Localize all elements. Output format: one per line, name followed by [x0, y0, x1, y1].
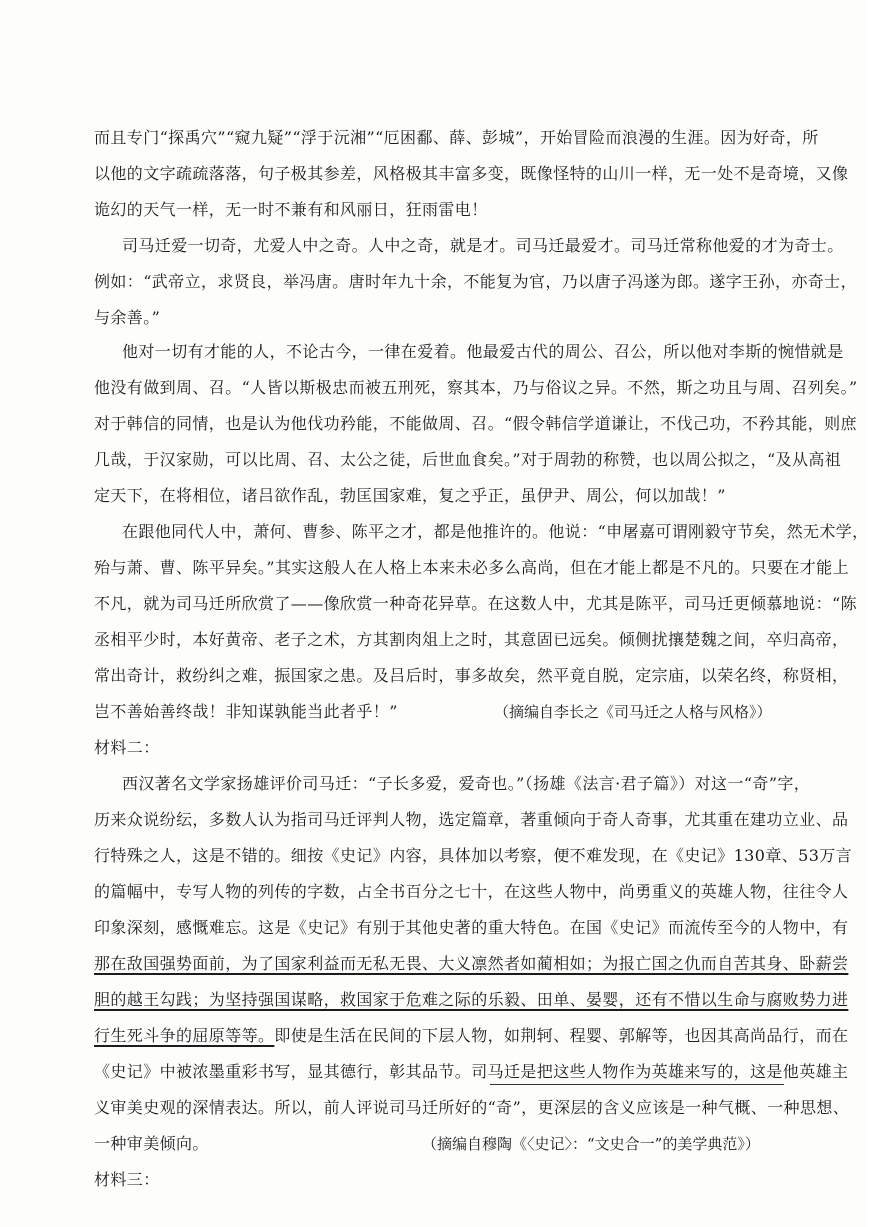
paragraph-3-line-5: 定天下，在将相位，诸吕欲作乱，勃匡国家难，复之乎正，虽伊尹、周公，何以加哉！”	[94, 486, 726, 505]
paragraph-5-line-3: 行特殊之人，这是不错的。细按《史记》内容，具体加以考察，便不难发现，在《史记》130章、53万言	[94, 846, 853, 865]
paragraph-3-line-2: 他没有做到周、召。“人皆以斯极忠而被五刑死，察其本，乃与俗议之异。不然，斯之功且与周、召列矣。”	[94, 378, 858, 397]
paragraph-5-line-10: 义审美史观的深情表达。所以，前人评说司马迁所好的“奇”，更深层的含义应该是一种气概、一种思想、	[94, 1098, 850, 1117]
paragraph-4-line-5: 常出奇计，救纷纠之难，振国家之患。及吕后时，事多故矣，然平竟自脱，定宗庙，以荣名终，称贤相，	[94, 666, 849, 685]
paragraph-3-line-3: 对于韩信的同情，也是认为他伐功矜能，不能做周、召。“假令韩信学道谦让，不伐己功，不矜其能，则庶	[94, 414, 857, 433]
paragraph-4-line-2: 殆与萧、曹、陈平异矣。”其实这般人在人格上本来未必多么高尚，但在才能上都是不凡的。只要在才能上	[94, 558, 849, 577]
paragraph-5-line-1: 西汉著名文学家扬雄评价司马迁：“子长多爱，爱奇也。”（扬雄《法言·君子篇》）对这一“奇”字，	[122, 774, 811, 793]
paragraph-2-line-2: 例如：“武帝立，求贤良，举冯唐。唐时年九十余，不能复为官，乃以唐子冯遂为郎。遂字王孙，亦奇士，	[94, 272, 857, 291]
underlined-line-2: 胆的越王勾践；为坚持强国谋略，救国家于危难之际的乐毅、田单、晏婴，还有不惜以生命与腐败势力进	[94, 990, 849, 1009]
paragraph-4-line-6: 岂不善始善终哉！非知谋孰能当此者乎！”	[94, 702, 398, 721]
paragraph-1-line-2: 以他的文字疏疏落落，句子极其参差，风格极其丰富多变，既像怪特的山川一样，无一处不是奇境，又像	[94, 164, 849, 183]
material-3-heading: 材料三：	[94, 1170, 160, 1189]
paragraph-5-line-11: 一种审美倾向。	[94, 1134, 209, 1153]
paragraph-3-line-1: 他对一切有才能的人，不论古今，一律在爱着。他最爱古代的周公、召公，所以他对李斯的惋惜就是	[122, 342, 844, 361]
paragraph-1-line-1: 而且专门“探禹穴”“窥九疑”“浮于沅湘”“厄困鄱、薛、彭城”，开始冒险而浪漫的生涯。因为好奇，所	[94, 128, 819, 147]
paragraph-5-line-5: 印象深刻，感慨难忘。这是《史记》有别于其他史著的重大特色。在国《史记》而流传至今的人物中，有	[94, 918, 849, 937]
paragraph-5-line-9: 《史记》中被浓墨重彩书写，显其德行，彰其品节。司马迁是把这些人物作为英雄来写的，这是他英雄主	[94, 1062, 849, 1081]
underlined-line-3: 行生死斗争的屈原等等。	[94, 1026, 275, 1045]
paragraph-2-line-3: 与余善。”	[94, 308, 161, 327]
material-2-heading: 材料二：	[94, 738, 160, 757]
underlined-line-3-row	[94, 1026, 849, 1046]
source-citation-1: （摘编自李长之《司马迁之人格与风格》）	[494, 703, 772, 721]
paragraph-1-line-3: 诡幻的天气一样，无一时不兼有和风丽日，狂雨雷电！	[94, 200, 488, 219]
paragraph-5-line-2: 历来众说纷纭，多数人认为指司马迁评判人物，选定篇章，著重倾向于奇人奇事，尤其重在建功立业、品	[94, 810, 849, 829]
paragraph-3-line-4: 几哉，于汉家勋，可以比周、召、太公之徒，后世血食矣。”对于周勃的称赞，也以周公拟之，“及从高祖	[94, 450, 842, 469]
paragraph-4-line-4: 丞相平少时，本好黄帝、老子之术，方其割肉俎上之时，其意固已远矣。倾侧扰攘楚魏之间，卒归高帝，	[94, 630, 849, 649]
paragraph-2-line-1: 司马迁爱一切奇，尤爱人中之奇。人中之奇，就是才。司马迁最爱才。司马迁常称他爱的才为奇士。	[122, 236, 844, 255]
underlined-line-1: 那在敌国强势面前，为了国家利益而无私无畏、大义凛然者如蔺相如；为报亡国之仇而自苦其身、卧薪尝	[94, 954, 849, 973]
source-citation-2: （摘编自穆陶《〈史记〉：“文史合一”的美学典范》）	[422, 1135, 760, 1153]
paragraph-4-line-3: 不凡，就为司马迁所欣赏了——像欣赏一种奇花异草。在这数人中，尤其是陈平，司马迁更倾慕地说：“陈	[94, 594, 857, 613]
paragraph-5-line-4: 的篇幅中，专写人物的列传的字数，占全书百分之七十，在这些人物中，尚勇重义的英雄人物，往往令人	[94, 882, 849, 901]
paragraph-5-continuation: 即使是生活在民间的下层人物，如荆轲、程婴、郭解等，也因其高尚品行，而在	[274, 1026, 849, 1045]
paragraph-4-line-1: 在跟他同代人中，萧何、曹参、陈平之才，都是他推许的。他说：“申屠嘉可谓刚毅守节矣，然无术学，	[122, 522, 869, 541]
wavy-underline-mark	[490, 1080, 784, 1085]
